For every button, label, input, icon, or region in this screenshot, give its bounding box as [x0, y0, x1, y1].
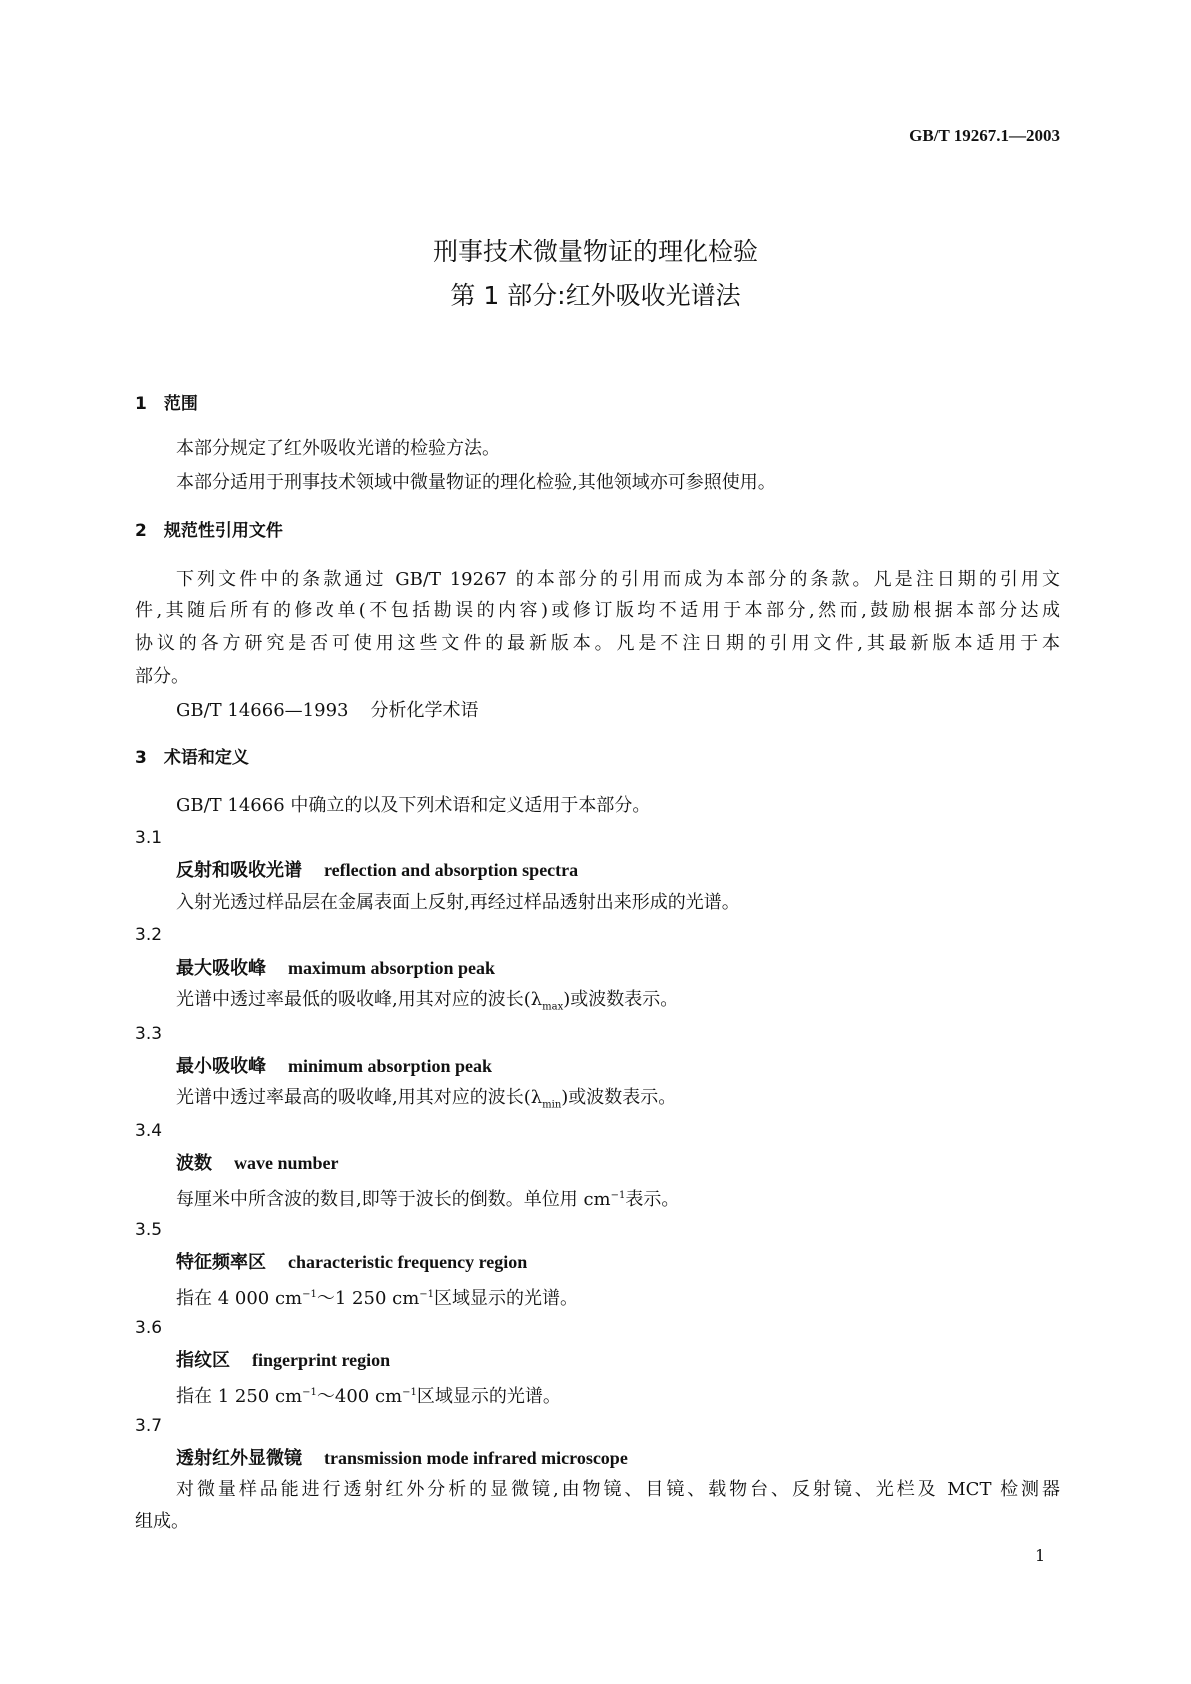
term-number: 3.5 — [135, 1220, 163, 1240]
section-3-intro: GB/T 14666 中确立的以及下列术语和定义适用于本部分。 — [176, 795, 651, 816]
term-title — [176, 1446, 628, 1471]
term-title — [176, 1250, 527, 1275]
term-title — [176, 858, 578, 883]
section-2-paragraph-line: 协议的各方研究是否可使用这些文件的最新版本。凡是不注日期的引用文件,其最新版本适用于本 — [135, 633, 1060, 654]
definition-text: 区域显示的光谱。 — [416, 1386, 561, 1407]
term-en: fingerprint region — [252, 1350, 391, 1370]
term-en: maximum absorption peak — [288, 958, 496, 978]
term-en: minimum absorption peak — [288, 1056, 493, 1076]
definition-text: ～1 250 cm — [316, 1288, 420, 1309]
term-zh: 反射和吸收光谱 — [176, 860, 302, 881]
superscript: −1 — [419, 1289, 435, 1300]
section-3-heading: 3 术语和定义 — [135, 748, 249, 768]
definition-text: 每厘米中所含波的数目,即等于波长的倒数。单位用 cm — [176, 1189, 611, 1210]
document-title: 刑事技术微量物证的理化检验 — [432, 237, 758, 266]
definition-text: 表示。 — [625, 1189, 680, 1210]
reference-title: 分析化学术语 — [370, 700, 479, 721]
term-number: 3.2 — [135, 925, 163, 945]
section-2-paragraph-line: 件,其随后所有的修改单(不包括勘误的内容)或修订版均不适用于本部分,然而,鼓励根据本部分达成 — [135, 600, 1060, 621]
term-definition — [176, 1381, 561, 1409]
reference-code: GB/T 14666—1993 — [176, 700, 349, 721]
term-number: 3.1 — [135, 828, 163, 848]
definition-text: 光谱中透过率最高的吸收峰,用其对应的波长(λ — [176, 1087, 543, 1108]
definition-text: 指在 1 250 cm — [176, 1386, 303, 1407]
term-en: reflection and absorption spectra — [324, 860, 579, 880]
page-number: 1 — [1035, 1546, 1046, 1565]
section-2-paragraph-line: 下列文件中的条款通过 GB/T 19267 的本部分的引用而成为本部分的条款。凡是注日期的引用文 — [176, 569, 1060, 590]
term-zh: 最大吸收峰 — [176, 958, 266, 979]
definition-text: )或波数表示。 — [561, 1087, 677, 1108]
definition-text: 光谱中透过率最低的吸收峰,用其对应的波长(λ — [176, 989, 543, 1010]
term-title — [176, 1151, 339, 1176]
definition-text: )或波数表示。 — [563, 989, 679, 1010]
normative-reference — [176, 699, 478, 723]
term-zh: 透射红外显微镜 — [176, 1448, 302, 1469]
term-definition — [176, 1184, 679, 1212]
term-number: 3.3 — [135, 1024, 163, 1044]
term-zh: 指纹区 — [176, 1350, 230, 1371]
term-en: transmission mode infrared microscope — [324, 1448, 628, 1468]
term-zh: 特征频率区 — [176, 1252, 266, 1273]
section-1-heading: 1 范围 — [135, 394, 198, 414]
definition-text: ～400 cm — [316, 1386, 403, 1407]
term-number: 3.6 — [135, 1318, 163, 1338]
term-definition — [176, 1086, 676, 1118]
superscript: −1 — [302, 1387, 317, 1398]
term-definition: 入射光透过样品层在金属表面上反射,再经过样品透射出来形成的光谱。 — [176, 892, 740, 913]
term-definition — [176, 1283, 578, 1311]
superscript: −1 — [302, 1289, 317, 1300]
document-subtitle: 第 1 部分:红外吸收光谱法 — [450, 281, 741, 310]
term-definition — [176, 988, 678, 1020]
term-zh: 波数 — [176, 1153, 212, 1174]
term-title — [176, 1054, 492, 1079]
standard-number: GB/T 19267.1—2003 — [909, 126, 1060, 145]
term-title — [176, 956, 495, 981]
term-definition: 组成。 — [135, 1511, 189, 1532]
superscript: −1 — [610, 1190, 626, 1201]
superscript: −1 — [402, 1387, 417, 1398]
term-definition: 对微量样品能进行透射红外分析的显微镜,由物镜、目镜、载物台、反射镜、光栏及 MCT 检测器 — [176, 1479, 1060, 1500]
term-number: 3.4 — [135, 1121, 163, 1141]
term-en: wave number — [234, 1153, 339, 1173]
section-2-paragraph-line: 部分。 — [135, 666, 189, 687]
section-1-paragraph: 本部分适用于刑事技术领域中微量物证的理化检验,其他领域亦可参照使用。 — [176, 472, 776, 493]
term-en: characteristic frequency region — [288, 1252, 528, 1272]
subscript: max — [542, 1001, 564, 1013]
definition-text: 区域显示的光谱。 — [434, 1288, 579, 1309]
subscript: min — [542, 1099, 562, 1111]
term-title — [176, 1348, 390, 1373]
section-1-paragraph: 本部分规定了红外吸收光谱的检验方法。 — [176, 438, 500, 459]
section-2-heading: 2 规范性引用文件 — [135, 521, 283, 541]
term-number: 3.7 — [135, 1416, 163, 1436]
term-zh: 最小吸收峰 — [176, 1056, 266, 1077]
definition-text: 指在 4 000 cm — [176, 1288, 303, 1309]
